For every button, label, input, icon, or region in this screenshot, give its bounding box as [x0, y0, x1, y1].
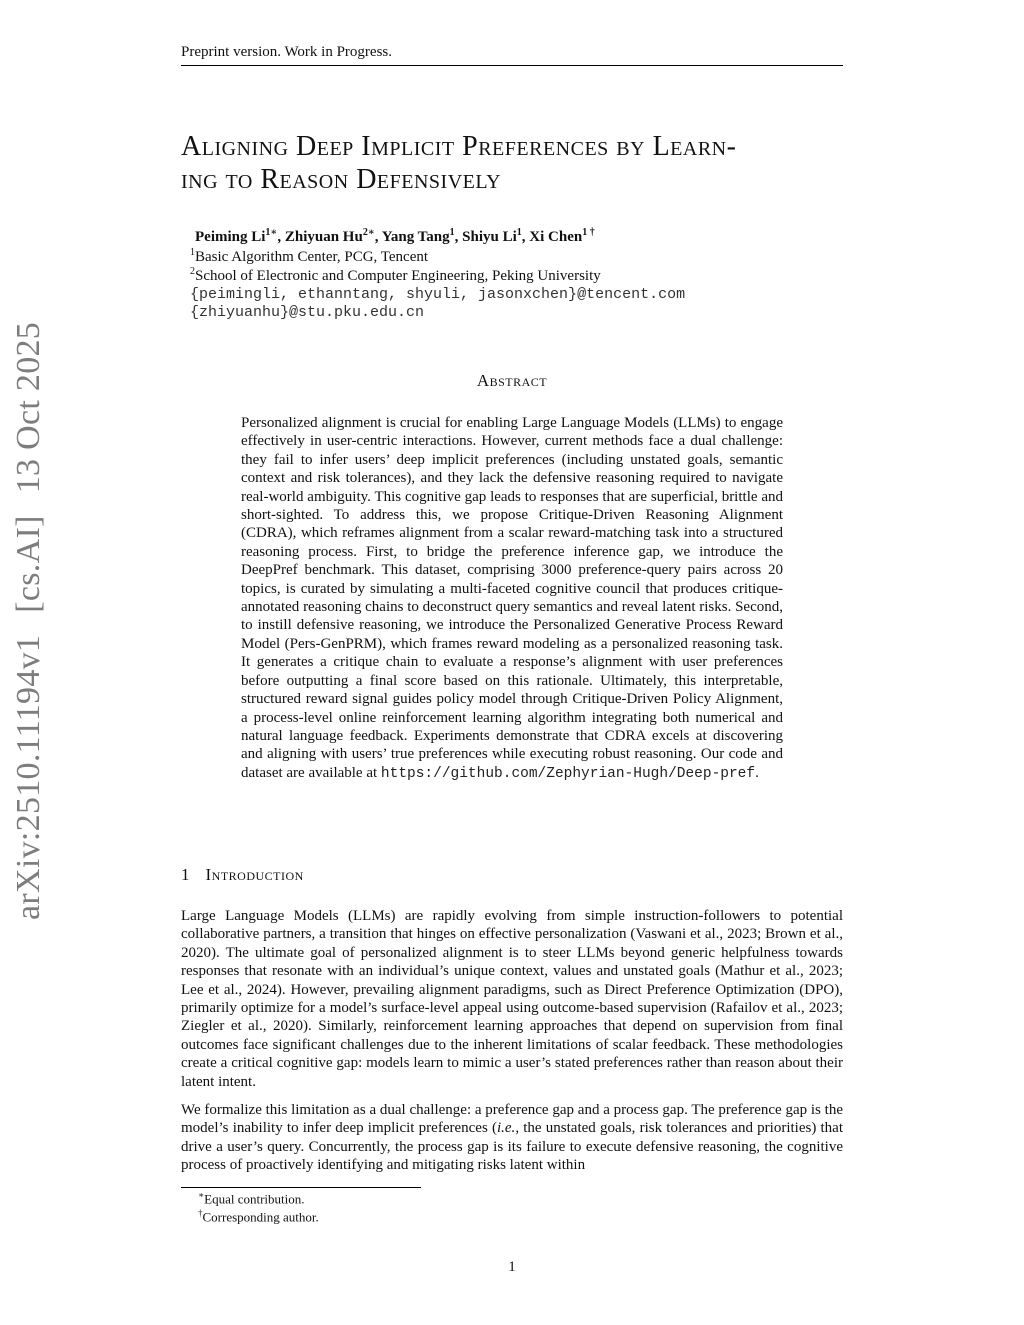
abstract-body: [241, 414, 783, 783]
footnote-mark: †: [198, 1208, 203, 1218]
author-name: Peiming Li: [195, 229, 266, 245]
footnote-rule: [181, 1187, 421, 1188]
code-link[interactable]: https://github.com/Zephyrian-Hugh/Deep-pref: [380, 765, 756, 782]
affiliation-1: [190, 247, 428, 266]
para-text: , the unstated goals, risk tolerances and priorities) that drive a user’s query. Concurrently, the process gap is its failure to execute defensive reasoning, the cognitive process of proactively identifying and mitigating risks latent within: [181, 1120, 844, 1174]
author-name: Zhiyuan Hu: [284, 229, 363, 245]
title-line-1: Aligning Deep Implicit Preferences by Learn-: [181, 131, 737, 162]
author-list: Peiming $Li^{1∗}$, Zhiyuan $Hu^{2∗}$, Yang Tang$^1$, Shiyu Li$^1$, Xi Chen$^{1 \dagger}$: [195, 227, 595, 245]
footnote-text: Corresponding author.: [202, 1209, 319, 1225]
abstract-text: Personalized alignment is crucial for enabling Large Language Models (LLMs) to engage effectively in user-centric interactions. However, current methods face a dual challenge: they fail to infer users’ deep implicit preferences (including unstated goals, semantic context and risk tolerances), and they lack the defensive reasoning required to navigate real-world ambiguity. This cognitive gap leads to responses that are superficial, brittle and short-sighted. To address this, we propose Critique-Driven Reasoning Alignment (CDRA), which reframes alignment from a scalar reward-matching task into a structured reasoning process. First, to bridge the preference inference gap, we introduce the DeepPref benchmark. This dataset, comprising 3000 preference-query pairs across 20 topics, is curated by simulating a multi-faceted cognitive council that produces critique-annotated reasoning chains to deconstruct query semantics and reveal latent risks. Second, to instill defensive reasoning, we introduce the Personalized Generative Process Reward Model (Pers-GenPRM), which frames reward modeling as a personalized reasoning task. It generates a critique chain to evaluate a response’s alignment with user preferences before outputting a final score based on this rationale. Ultimately, this interpretable, structured reward signal guides policy model through Critique-Driven Policy Alignment, a process-level online reinforcement learning algorithm integrating both numerical and natural language feedback. Experiments demonstrate that CDRA excels at discovering and aligning with users’ true preferences while executing robust reasoning. Our code and dataset are available at: [241, 415, 783, 781]
page-number: 1: [508, 1259, 516, 1275]
author-name: Xi Chen: [529, 229, 583, 245]
section-title: Introduction: [205, 865, 304, 884]
author-name: Shiyu Li: [462, 229, 517, 245]
abstract-end: .: [755, 764, 759, 781]
intro-paragraph-1: Large Language Models (LLMs) are rapidly evolving from simple instruction-followers to potential collaborative partners, a transition that hinges on effective personalization (Vaswani et al., 2023; Brown et al., 2020). The ultimate goal of personalized alignment is to steer LLMs beyond generic helpfulness towards responses that resonate with an individual’s unique context, values and unstated goals (Mathur et al., 2023; Lee et al., 2024). However, prevailing alignment paradigms, such as Direct Preference Optimization (DPO), primarily optimize for a model’s surface-level appeal using outcome-based supervision (Rafailov et al., 2023; Ziegler et al., 2020). Similarly, reinforcement learning approaches that depend on supervision from final outcomes face significant challenges due to the inherent limitations of scalar feedback. These methodologies create a critical cognitive gap: models learn to mimic a user’s stated preferences rather than reason about their latent intent.: [181, 908, 843, 1090]
author-name: Yang Tang: [381, 229, 450, 245]
author-mark: 2∗: [362, 227, 375, 238]
paper-title: [181, 130, 851, 196]
arxiv-category: [cs.AI]: [10, 515, 47, 613]
footnote-text: Equal contribution.: [204, 1191, 305, 1207]
abstract-heading: Abstract: [476, 371, 548, 390]
arxiv-sidebar-stamp: [10, 321, 48, 920]
intro-paragraph-2: [181, 1101, 843, 1175]
affiliation-text: School of Electronic and Computer Engineering, Peking University: [195, 268, 601, 284]
section-heading: [181, 865, 304, 885]
footnote-1: [198, 1190, 305, 1207]
affiliation-text: Basic Algorithm Center, PCG, Tencent: [195, 249, 429, 265]
author-mark: 1 †: [582, 227, 595, 238]
affiliation-mark: 2: [190, 266, 195, 277]
title-line-2: ing to Reason Defensively: [181, 164, 502, 195]
author-mark: 1∗: [265, 227, 278, 238]
email-line-2: {zhiyuanhu}@stu.pku.edu.cn: [190, 304, 425, 321]
para-text: We formalize this limitation as a dual challenge: a preference gap and a process gap. The preference gap is the model’s inability to infer deep implicit preferences (: [181, 1102, 843, 1137]
arxiv-id: arXiv:2510.11194v1: [10, 634, 47, 920]
author-mark: 1: [516, 227, 522, 238]
affiliation-2: [190, 266, 601, 285]
affiliation-mark: 1: [190, 247, 195, 258]
email-line-1: {peimingli, ethanntang, shyuli, jasonxchen}@tencent.com: [190, 286, 686, 303]
footnote-2: [198, 1208, 319, 1225]
running-header: Preprint version. Work in Progress.: [181, 44, 843, 66]
section-number: 1: [181, 865, 190, 884]
author-mark: 1: [449, 227, 455, 238]
footnote-mark: ∗: [198, 1190, 205, 1200]
para-italic: i.e.: [496, 1120, 516, 1137]
arxiv-date: 13 Oct 2025: [10, 321, 47, 494]
